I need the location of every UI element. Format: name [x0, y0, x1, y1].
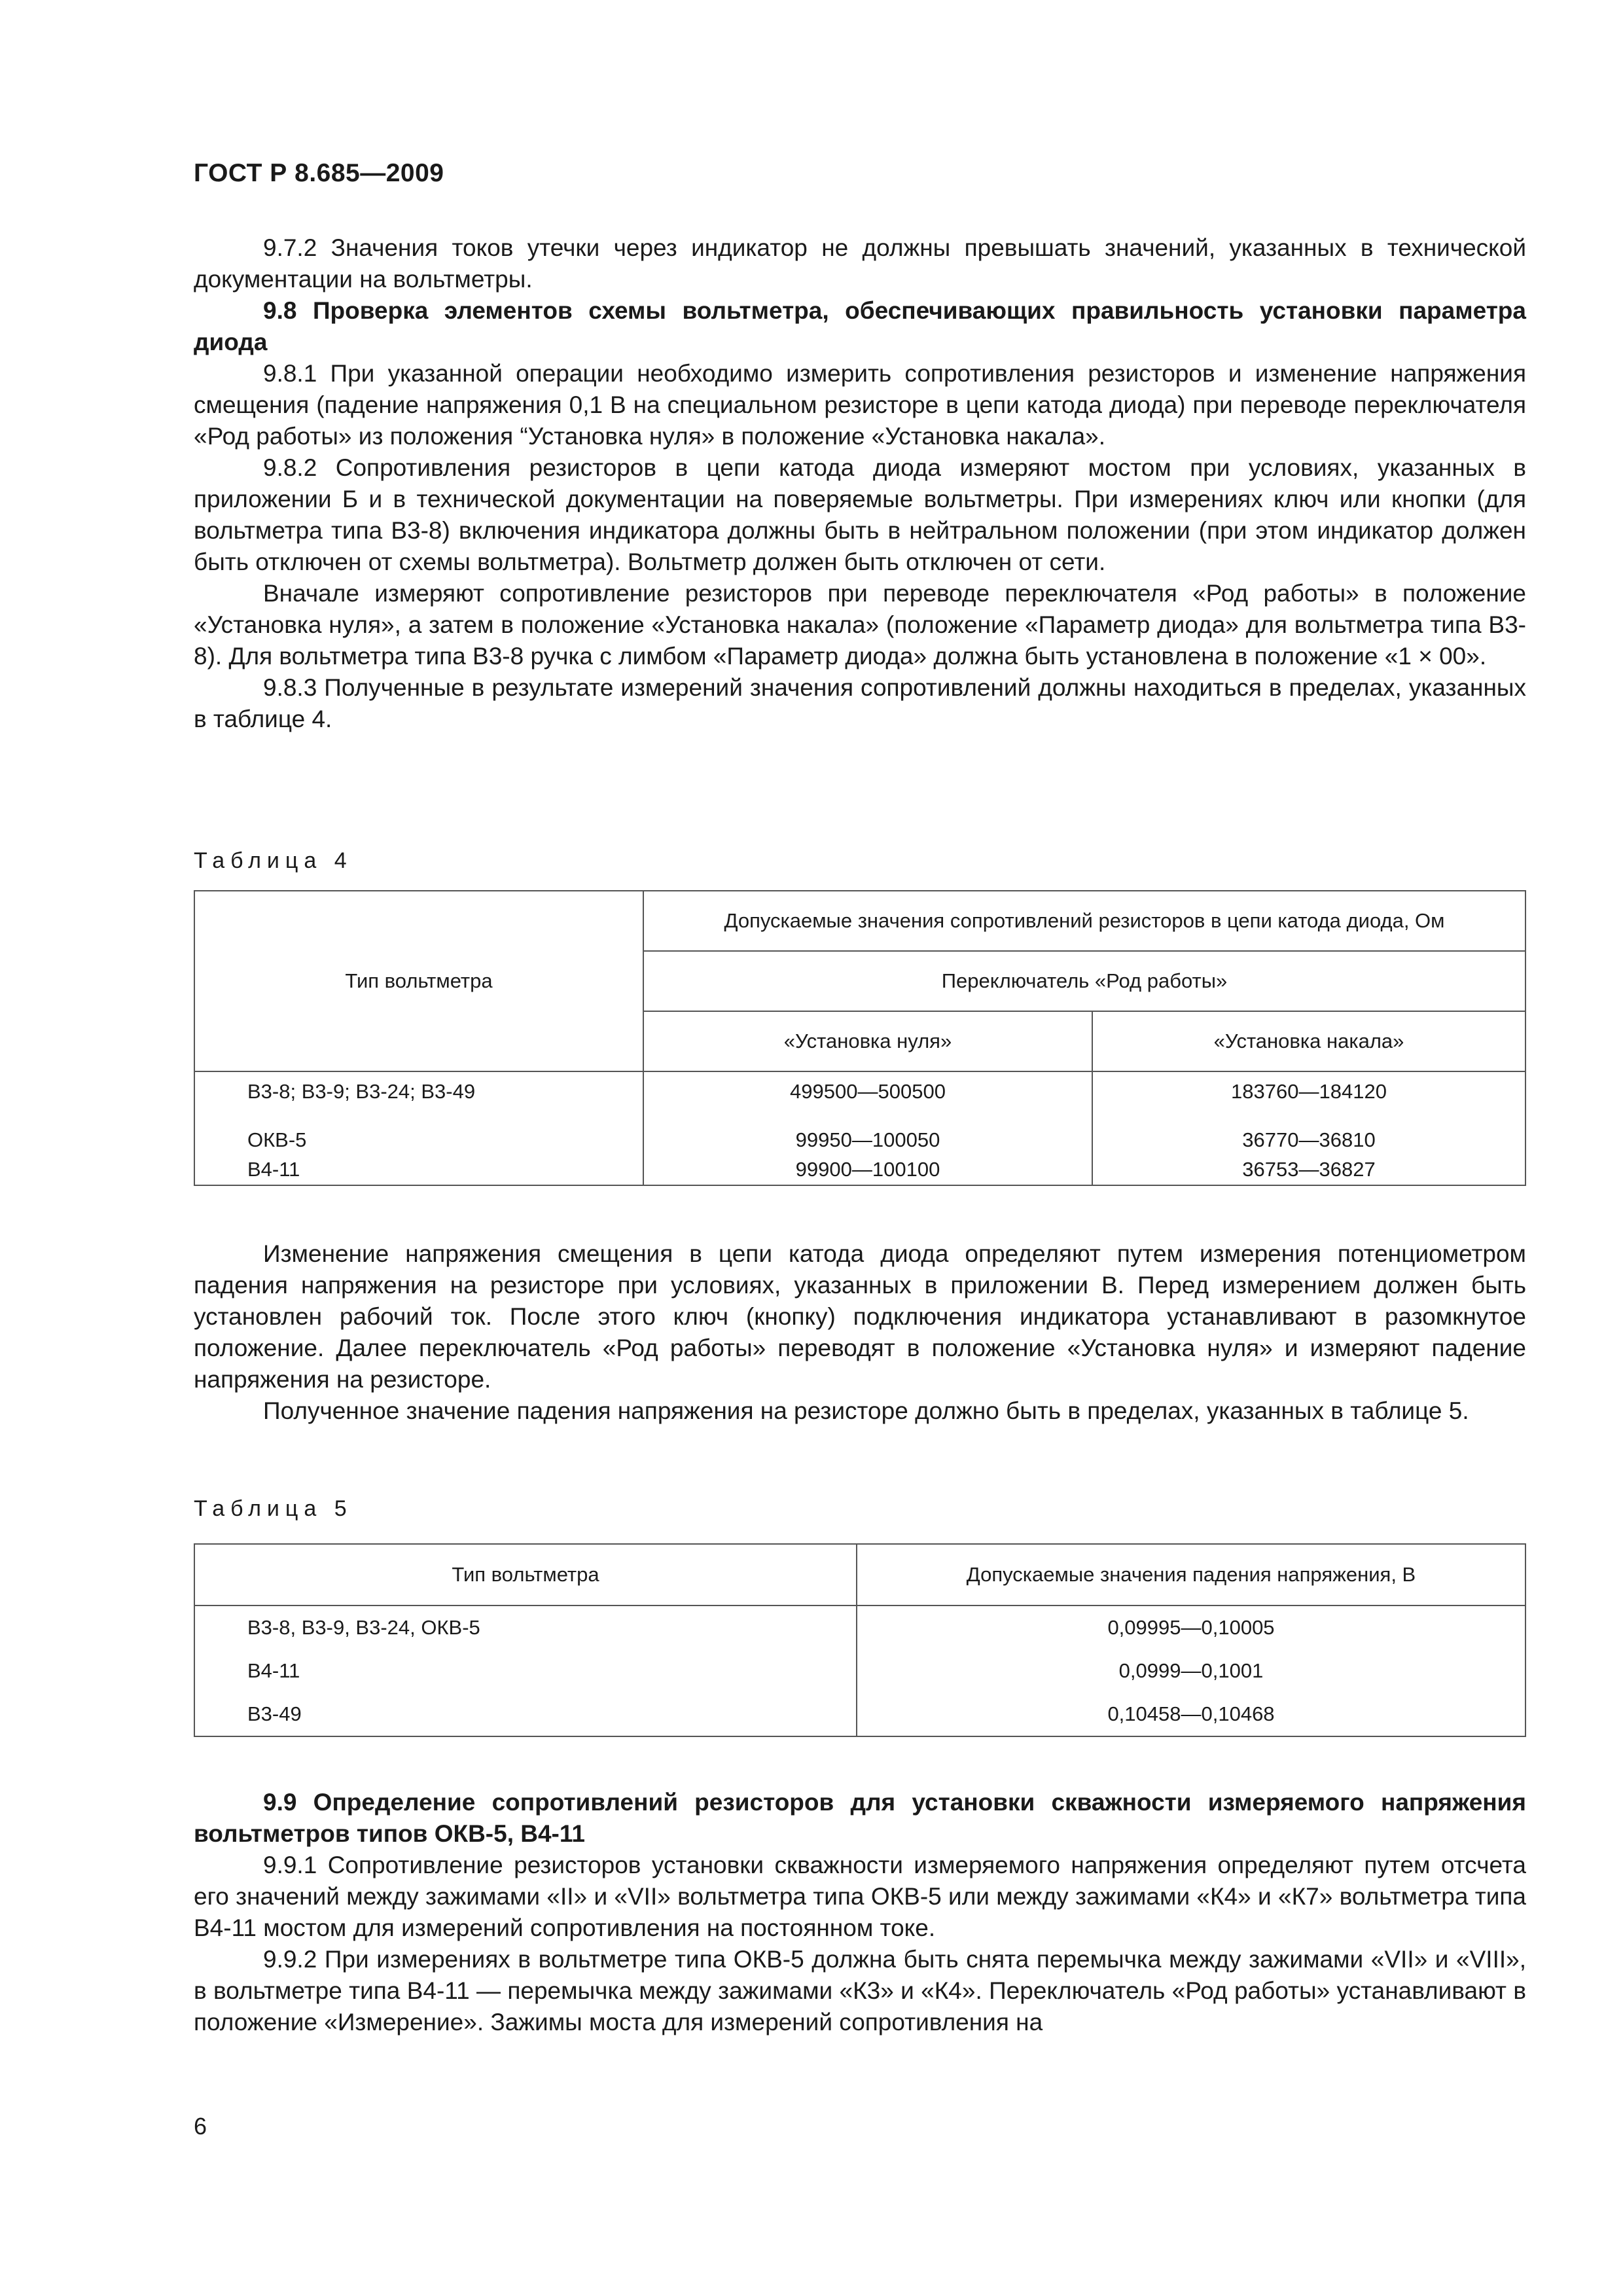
table4-cell-type: В4-11	[194, 1155, 643, 1185]
table5-header-value: Допускаемые значения падения напряжения, В	[857, 1544, 1525, 1605]
table4-header-group: Допускаемые значения сопротивлений резисторов в цепи катода диода, Ом	[643, 891, 1525, 951]
table-row	[194, 1605, 1525, 1649]
paragraph: 9.9.2 При измерениях в вольтметре типа ОКВ-5 должна быть снята перемычка между зажимами «VII» и «VIII», в вольтметре типа В4-11 — перемычка между зажимами «К3» и «К4». Переключатель «Род работы» устанавливают в положение «Измерение». Зажимы моста для измерений сопротивления на	[194, 1946, 1526, 2036]
table5-cell-type: В3-8, В3-9, В3-24, ОКВ-5	[194, 1605, 857, 1649]
table4-cell-zero: 99950—100050	[643, 1126, 1092, 1155]
table-4	[194, 890, 1526, 1186]
table5-cell-value: 0,10458—0,10468	[857, 1693, 1525, 1736]
paragraph: 9.9.1 Сопротивление резисторов установки скважности измеряемого напряжения определяют путем отсчета его значений между зажимами «II» и «VII» вольтметра типа ОКВ-5 или между зажимами «К4» и «К7» вольтметра типа В4-11 мостом для измерений сопротивления на постоянном токе.	[194, 1852, 1526, 1941]
paragraph: 9.8.2 Сопротивления резисторов в цепи катода диода измеряют мостом при условиях, указанных в приложении Б и в технической документации на поверяемые вольтметры. При измерениях ключ или кнопки (для вольтметра типа В3-8) включения индикатора должны быть в нейтральном положении (при этом индикатор должен быть отключен от схемы вольтметра). Вольтметр должен быть отключен от сети.	[194, 454, 1526, 575]
table4-cell-heat: 36753—36827	[1092, 1155, 1525, 1185]
section-heading: 9.8 Проверка элементов схемы вольтметра, обеспечивающих правильность установки параметра диода	[194, 297, 1526, 355]
table4-cell-zero: 499500—500500	[643, 1071, 1092, 1126]
table-row	[194, 1155, 1525, 1185]
paragraph: 9.8.1 При указанной операции необходимо измерить сопротивления резисторов и изменение напряжения смещения (падение напряжения 0,1 В на специальном резисторе в цепи катода диода) при переводе переключателя «Род работы» из положения “Установка нуля» в положение «Установка накала».	[194, 360, 1526, 450]
table5-cell-value: 0,09995—0,10005	[857, 1605, 1525, 1649]
table4-header-zero: «Установка нуля»	[643, 1011, 1092, 1071]
table-row	[194, 1649, 1525, 1693]
paragraph: Полученное значение падения напряжения на резисторе должно быть в пределах, указанных в таблице 5.	[263, 1397, 1469, 1424]
table5-caption: Таблица 5	[194, 1496, 353, 1521]
paragraph: 9.8.3 Полученные в результате измерений значения сопротивлений должны находиться в пределах, указанных в таблице 4.	[194, 674, 1526, 732]
table5-cell-type: В3-49	[194, 1693, 857, 1736]
table5-header-type: Тип вольтметра	[194, 1544, 857, 1605]
document-header: ГОСТ Р 8.685—2009	[194, 159, 444, 187]
table5-cell-type: В4-11	[194, 1649, 857, 1693]
table-row	[194, 1126, 1525, 1155]
table5-cell-value: 0,0999—0,1001	[857, 1649, 1525, 1693]
page-number: 6	[194, 2113, 207, 2140]
table-5	[194, 1543, 1526, 1737]
table4-cell-zero: 99900—100100	[643, 1155, 1092, 1185]
table4-header-heat: «Установка накала»	[1092, 1011, 1525, 1071]
section-heading: 9.9 Определение сопротивлений резисторов для установки скважности измеряемого напряжения вольтметров типов ОКВ-5, В4-11	[194, 1789, 1526, 1847]
paragraph: Вначале измеряют сопротивление резисторов при переводе переключателя «Род работы» в положение «Установка нуля», а затем в положение «Установка накала» (положение «Параметр диода» для вольтметра типа В3-8). Для вольтметра типа В3-8 ручка с лимбом «Параметр диода» должна быть установлена в положение «1 × 00».	[194, 580, 1526, 670]
table4-cell-type: В3-8; В3-9; В3-24; В3-49	[194, 1071, 643, 1126]
table4-cell-heat: 183760—184120	[1092, 1071, 1525, 1126]
paragraph: Изменение напряжения смещения в цепи катода диода определяют путем измерения потенциометром падения напряжения на резисторе при условиях, указанных в приложении В. Перед измерением должен быть установлен рабочий ток. После этого ключ (кнопку) подключения индикатора устанавливают в разомкнутое положение. Далее переключатель «Род работы» переводят в положение «Установка нуля» и измеряют падение напряжения на резисторе.	[194, 1240, 1526, 1393]
section-9-9	[194, 1787, 1526, 2038]
table4-header-type: Тип вольтметра	[194, 891, 643, 1071]
table4-caption: Таблица 4	[194, 848, 353, 873]
table-row	[194, 1693, 1525, 1736]
table-row	[194, 1071, 1525, 1126]
section-9-7-9-8	[194, 232, 1526, 735]
paragraph: 9.7.2 Значения токов утечки через индикатор не должны превышать значений, указанных в технической документации на вольтметры.	[194, 234, 1526, 293]
table4-cell-heat: 36770—36810	[1092, 1126, 1525, 1155]
section-bias-voltage	[194, 1238, 1526, 1427]
table4-cell-type: ОКВ-5	[194, 1126, 643, 1155]
table4-header-switch: Переключатель «Род работы»	[643, 951, 1525, 1011]
